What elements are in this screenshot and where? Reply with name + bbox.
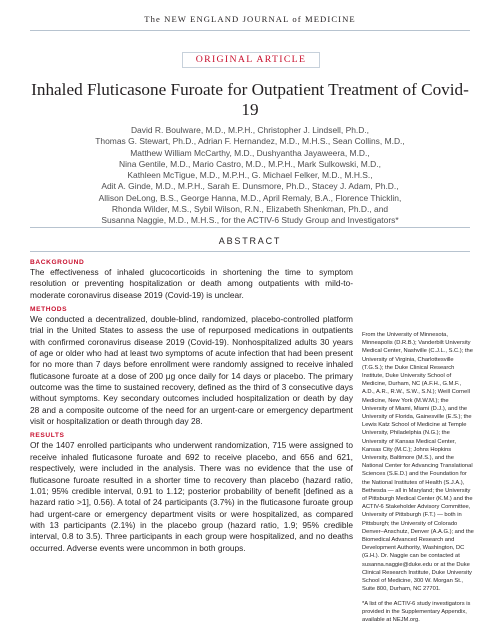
masthead-rule — [30, 30, 470, 31]
results-label: RESULTS — [30, 431, 353, 440]
abstract-bottom-rule — [30, 251, 470, 252]
journal-masthead — [0, 14, 500, 24]
affiliations-text: From the University of Minnesota, Minneapolis (D.R.B.); Vanderbilt University Medical Center, Nashville (C.J.L., S.C.); the University of Virginia, Charlottesville (T.G.S.); the Duke Clinical Research Institute, Duke University School of Medicine, Durham, NC (A.F.H., G.M.F., A.D., A.R., R.W., S.W., S.N.); Weill Cornell Medicine, New York (M.W.M.); the University of Miami, Miami (D.J.), and the University of Florida, Gainesville (E.S.); the Lewis Katz School of Medicine at Temple University, Philadelphia (N.G.); the University of Kansas Medical Center, Kansas City (M.C.); Johns Hopkins University, Baltimore (M.S.), and the National Center for Advancing Translational Sciences (S.E.D.) and the Foundation for the National Institutes of Health (S.J.A.), Bethesda — all in Maryland; the University of Pittsburgh Medical Center (K.M.) and the ACTIV-6 Stakeholder Advisory Committee, University of Pittsburgh (F.T.) — both in Pittsburgh; the University of Colorado Denver–Anschutz, Denver (A.A.G.); and the Biomedical Advanced Research and Development Authority, Washington, DC (G.H.). Dr. Naggie can be contacted at susanna.naggie@duke.edu or at the Duke Clinical Research Institute, Duke University School of Medicine, 300 W. Morgan St., Suite 800, Durham, NC 27701. — [362, 331, 474, 594]
abstract-heading: ABSTRACT — [0, 236, 500, 246]
abstract-body — [30, 258, 353, 558]
journal-prefix: The — [144, 14, 161, 24]
affiliations-sidebar — [362, 331, 474, 624]
article-title: Inhaled Fluticasone Furoate for Outpatient Treatment of Covid-19 — [30, 80, 470, 120]
journal-of: of — [292, 14, 301, 24]
article-type-label: ORIGINAL ARTICLE — [182, 52, 320, 68]
investigators-footnote: *A list of the ACTIV-6 study investigators is provided in the Supplementary Appendix, available at NEJM.org. — [362, 600, 474, 624]
methods-label: METHODS — [30, 305, 353, 314]
journal-name: NEW ENGLAND JOURNAL — [164, 14, 289, 24]
methods-text: We conducted a decentralized, double-blind, randomized, placebo-controlled platform trial in the United States to assess the use of repurposed medications in outpatients with confirmed coronavirus disease 2019 (Covid-19). Nonhospitalized adults 30 years of age or older who had at least two symptoms of acute infection that had been present for no more than 7 days before enrollment were randomly assigned to receive inhaled fluticasone furoate at a dose of 200 μg once daily for 14 days or placebo. The primary outcome was the time to sustained recovery, defined as the third of 3 consecutive days without symptoms. Key secondary outcomes included hospitalization or death by day 28 and a composite outcome of the need for an urgent-care or emergency department visit or hospitalization or death through day 28. — [30, 314, 353, 427]
author-list: David R. Boulware, M.D., M.P.H., Christopher J. Lindsell, Ph.D., Thomas G. Stewart, Ph.D., Adrian F. Hernandez, M.D., M.H.S., Sean Collins, M.D., Matthew William McCarthy, M.D., Dushyantha Jayaweera, M.D., Nina Gentile, M.D., Mario Castro, M.D., M.P.H., Mark Sulkowski, M.D., Kathleen McTigue, M.D., M.P.H., G. Michael Felker, M.D., M.H.S., Adit A. Ginde, M.D., M.P.H., Sarah E. Dunsmore, Ph.D., Stacey J. Adam, Ph.D., Allison DeLong, B.S., George Hanna, M.D., April Remaly, B.A., Florence Thicklin, Rhonda Wilder, M.S., Sybil Wilson, R.N., Elizabeth Shenkman, Ph.D., and Susanna Naggie, M.D., M.H.S., for the ACTIV-6 Study Group and Investigators* — [20, 125, 480, 227]
results-text: Of the 1407 enrolled participants who underwent randomization, 715 were assigned to receive inhaled fluticasone furoate and 692 to receive placebo, and 656 and 621, respectively, were included in the analysis. There was no evidence that the use of fluticasone furoate resulted in a shorter time to recovery than placebo (hazard ratio, 1.01; 95% credible interval, 0.91 to 1.12; posterior probability of benefit [defined as a hazard ratio >1], 0.56). A total of 24 participants (3.7%) in the fluticasone furoate group had urgent-care or emergency department visits or were hospitalized, as compared with 13 participants (2.1%) in the placebo group (hazard ratio, 1.9; 95% credible interval, 0.8 to 3.5). Three participants in each group were hospitalized, and no deaths occurred. Adverse events were uncommon in both groups. — [30, 440, 353, 553]
background-text: The effectiveness of inhaled glucocorticoids in shortening the time to symptom resolution or preventing hospitalization or death among outpatients with mild-to-moderate coronavirus disease 2019 (Covid-19) is unclear. — [30, 267, 353, 301]
background-label: BACKGROUND — [30, 258, 353, 267]
abstract-top-rule — [30, 227, 470, 228]
journal-medicine: MEDICINE — [305, 14, 356, 24]
